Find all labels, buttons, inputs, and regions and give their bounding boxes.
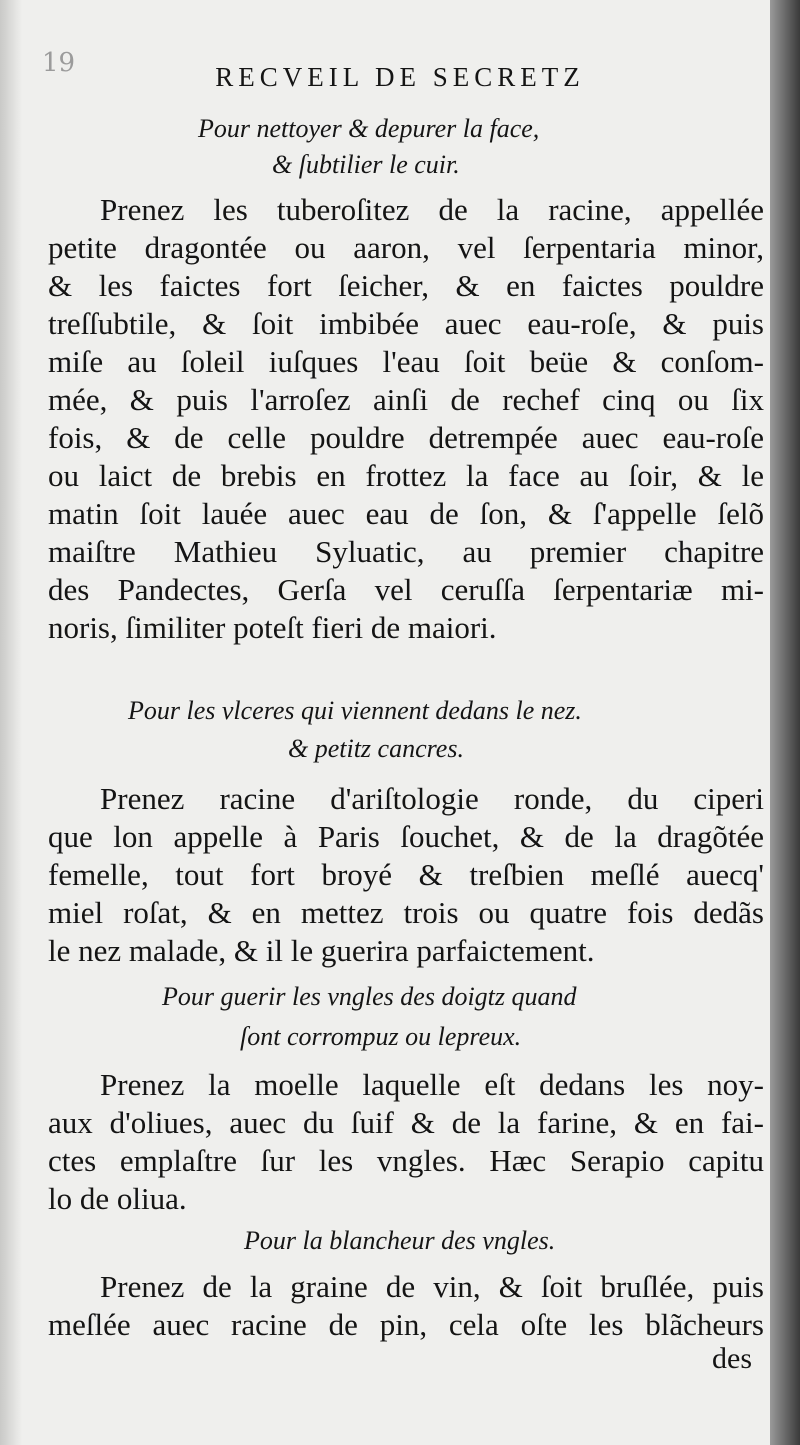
text-line: Prenez la moelle laquelle eſt dedans les noy- xyxy=(100,1067,764,1102)
text-line: matin ſoit lauée auec eau de ſon, & ſ'appelle ſelõ xyxy=(48,496,764,531)
page-edge-shadow xyxy=(770,0,800,1445)
text-line: meſlée auec racine de pin, cela oſte les blãcheurs xyxy=(48,1307,764,1342)
section-heading: ſont corrompuz ou lepreux. xyxy=(240,1022,522,1051)
section-heading: Pour nettoyer & depurer la face, xyxy=(198,114,540,143)
text-line: que lon appelle à Paris ſouchet, & de la dragõtée xyxy=(48,819,764,854)
page-number: 19 xyxy=(42,48,76,78)
text-line: & les faictes fort ſeicher, & en faictes pouldre xyxy=(48,268,764,303)
text-line: des Pandectes, Gerſa vel ceruſſa ſerpentariæ mi- xyxy=(48,572,764,607)
text-line: maiſtre Mathieu Syluatic, au premier chapitre xyxy=(48,534,764,569)
text-line: treſſubtile, & ſoit imbibée auec eau-roſe, & puis xyxy=(48,306,764,341)
text-line: Prenez les tuberoſitez de la racine, appellée xyxy=(100,192,764,227)
text-line: ou laict de brebis en frottez la face au ſoir, & le xyxy=(48,458,764,493)
page-gutter-shadow xyxy=(0,0,22,1445)
text-line: noris, ſimiliter poteſt fieri de maiori. xyxy=(48,610,497,645)
text-line: le nez malade, & il le guerira parfaictement. xyxy=(48,933,595,968)
section-heading: Pour guerir les vngles des doigtz quand xyxy=(162,982,577,1011)
text-line: mée, & puis l'arroſez ainſi de rechef cinq ou ſix xyxy=(48,382,764,417)
running-head: RECVEIL DE SECRETZ xyxy=(215,62,585,92)
text-line: miel roſat, & en mettez trois ou quatre fois dedãs xyxy=(48,895,764,930)
catchword: des xyxy=(712,1342,752,1375)
text-line: fois, & de celle pouldre detrempée auec eau-roſe xyxy=(48,420,764,455)
section-heading: Pour les vlceres qui viennent dedans le nez. xyxy=(128,696,582,725)
show-through-text xyxy=(40,150,48,184)
text-line: Prenez racine d'ariſtologie ronde, du ciperi xyxy=(100,781,764,816)
section-heading: & petitz cancres. xyxy=(288,734,464,763)
section-heading: Pour la blancheur des vngles. xyxy=(244,1226,556,1255)
text-line: petite dragontée ou aaron, vel ſerpentaria minor, xyxy=(48,230,764,265)
text-line: Prenez de la graine de vin, & ſoit bruſlée, puis xyxy=(100,1269,764,1304)
text-line: ctes emplaſtre ſur les vngles. Hæc Serapio capitu xyxy=(48,1143,764,1178)
text-line: miſe au ſoleil iuſques l'eau ſoit beüe & conſom- xyxy=(48,344,764,379)
text-line: lo de oliua. xyxy=(48,1181,187,1216)
text-line: aux d'oliues, auec du ſuif & de la farine, & en fai- xyxy=(48,1105,764,1140)
section-heading: & ſubtilier le cuir. xyxy=(272,150,460,179)
text-line: femelle, tout fort broyé & treſbien meſlé auecq' xyxy=(48,857,764,892)
